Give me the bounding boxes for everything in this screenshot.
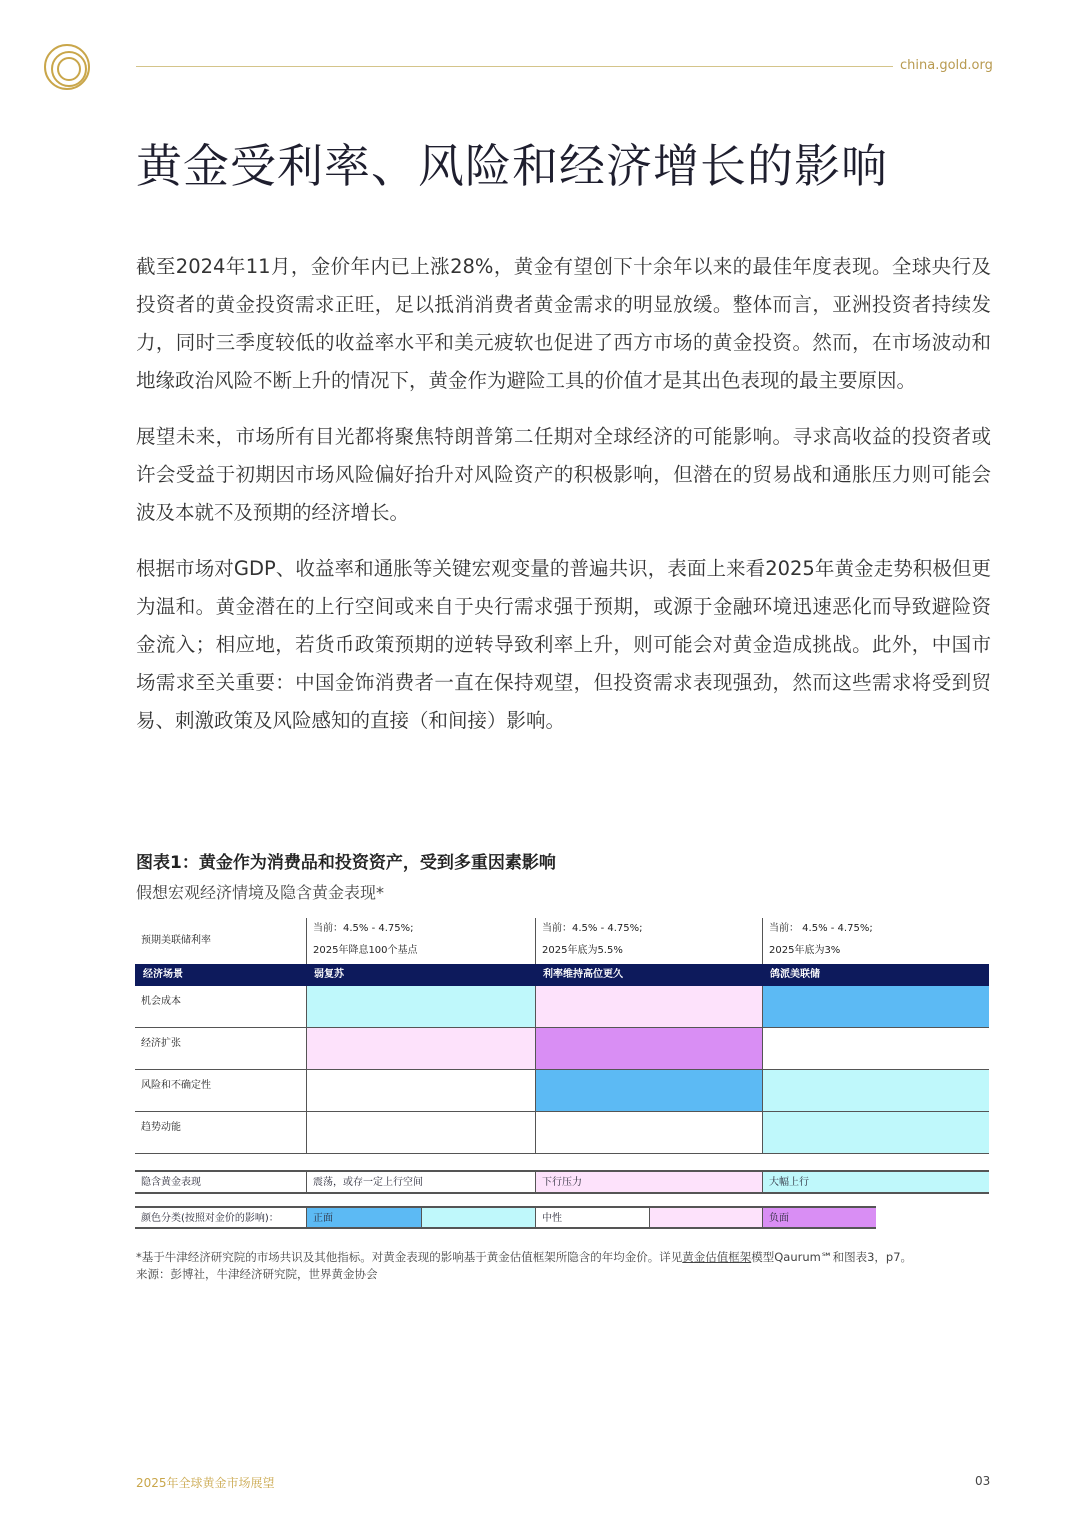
impact-cell [762, 1028, 989, 1069]
factor-label: 机会成本 [141, 996, 181, 1007]
scenario-label: 经济场景 [143, 969, 183, 980]
impact-cell [306, 1028, 535, 1069]
scenario-name: 弱复苏 [314, 969, 344, 980]
table-row [135, 986, 989, 1028]
perf-cell: 震荡，或存一定上行空间 [306, 1172, 535, 1192]
header-divider [136, 66, 893, 67]
factor-label: 趋势动能 [141, 1122, 181, 1133]
impact-cell [535, 986, 762, 1027]
perf-cell: 大幅上行 [762, 1172, 989, 1192]
impact-cell [535, 1112, 762, 1153]
legend-positive: 正面 [306, 1208, 421, 1227]
legend-swatch-light-negative [649, 1208, 762, 1227]
impact-cell [306, 1070, 535, 1111]
rate-label: 预期美联储利率 [141, 935, 211, 946]
implied-performance-row [135, 1170, 989, 1194]
framework-link[interactable]: 黄金估值框架 [682, 1250, 752, 1264]
rate-cell: 当前： 4.5% - 4.75%; 2025年底为3% [762, 918, 989, 964]
table-row [135, 1070, 989, 1112]
color-legend [135, 1206, 876, 1229]
rate-cell: 当前：4.5% - 4.75%; 2025年降息100个基点 [306, 918, 535, 964]
footer-title: 2025年全球黄金市场展望 [136, 1476, 275, 1490]
footnote-text: *基于牛津经济研究院的市场共识及其他指标。对黄金表现的影响基于黄金估值框架所隐含的年均金价。详见 [136, 1250, 683, 1264]
legend-swatch-light-positive [421, 1208, 535, 1227]
chart-subtitle: 假想宏观经济情境及隐含黄金表现* [136, 883, 385, 902]
scenario-table [135, 918, 989, 1154]
impact-cell [762, 1070, 989, 1111]
rate-row [135, 918, 989, 964]
legend-label: 颜色分类(按照对金价的影响)： [141, 1213, 279, 1224]
scenario-name: 利率维持高位更久 [543, 969, 623, 980]
paragraph: 根据市场对GDP、收益率和通胀等关键宏观变量的普遍共识，表面上来看2025年黄金走势积极但更为温和。黄金潜在的上行空间或来自于央行需求强于预期，或源于金融环境迅速恶化而导致避险资金流入；相应地，若货币政策预期的逆转导致利率上升，则可能会对黄金造成挑战。此外，中国市场需求至关重要：中国金饰消费者一直在保持观望，但投资需求表现强劲，然而这些需求将受到贸易、刺激政策及风险感知的直接（和间接）影响。 [136, 557, 991, 732]
scenario-name: 鸽派美联储 [770, 969, 820, 980]
footnote-text: 模型Qaurum℠和图表3，p7。 [751, 1250, 913, 1264]
perf-cell: 下行压力 [535, 1172, 762, 1192]
source-note: 来源：彭博社，牛津经济研究院，世界黄金协会 [136, 1267, 378, 1281]
table-row [135, 1112, 989, 1154]
factor-label: 经济扩张 [141, 1038, 181, 1049]
impact-cell [762, 1112, 989, 1153]
page-number: 03 [975, 1474, 991, 1488]
page-title: 黄金受利率、风险和经济增长的影响 [136, 139, 888, 193]
legend-negative: 负面 [762, 1208, 876, 1227]
footnote [136, 1249, 912, 1283]
scenario-header-row [135, 964, 989, 986]
legend-neutral: 中性 [535, 1208, 649, 1227]
site-url[interactable]: china.gold.org [900, 58, 993, 73]
table-row [135, 1028, 989, 1070]
impact-cell [535, 1070, 762, 1111]
impact-cell [306, 1112, 535, 1153]
gold-council-logo [44, 44, 90, 90]
rate-cell: 当前：4.5% - 4.75%; 2025年底为5.5% [535, 918, 762, 964]
body-text [136, 248, 991, 758]
chart-title: 图表1：黄金作为消费品和投资资产，受到多重因素影响 [136, 853, 556, 873]
perf-label: 隐含黄金表现 [141, 1177, 201, 1188]
impact-cell [306, 986, 535, 1027]
paragraph: 展望未来，市场所有目光都将聚焦特朗普第二任期对全球经济的可能影响。寻求高收益的投资者或许会受益于初期因市场风险偏好抬升对风险资产的积极影响，但潜在的贸易战和通胀压力则可能会波及本就不及预期的经济增长。 [136, 425, 991, 524]
impact-cell [535, 1028, 762, 1069]
paragraph: 截至2024年11月，金价年内已上涨28%，黄金有望创下十余年以来的最佳年度表现。全球央行及投资者的黄金投资需求正旺，足以抵消消费者黄金需求的明显放缓。整体而言，亚洲投资者持续发力，同时三季度较低的收益率水平和美元疲软也促进了西方市场的黄金投资。然而，在市场波动和地缘政治风险不断上升的情况下，黄金作为避险工具的价值才是其出色表现的最主要原因。 [136, 255, 991, 392]
factor-label: 风险和不确定性 [141, 1080, 211, 1091]
impact-cell [762, 986, 989, 1027]
